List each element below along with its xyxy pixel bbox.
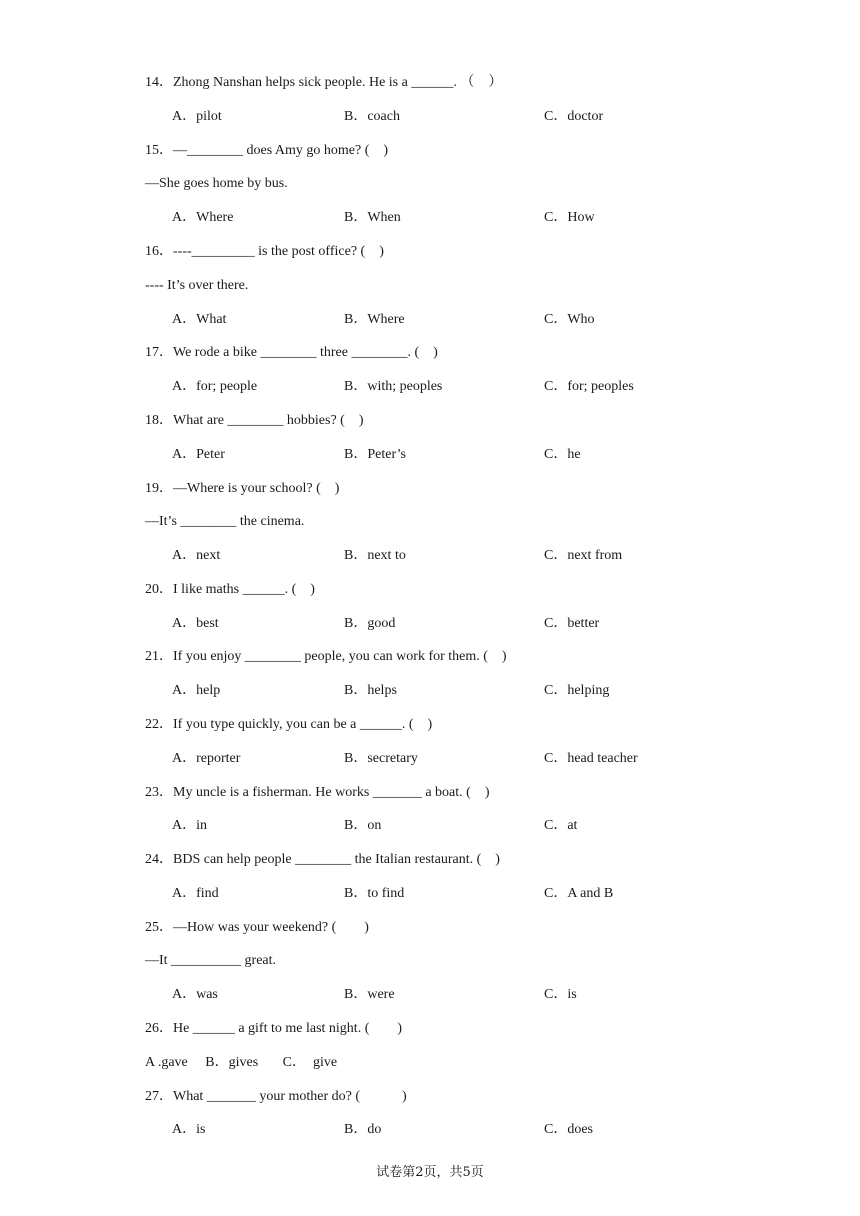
options-23 <box>172 817 812 835</box>
reply-19: —It’s ________ the cinema. <box>145 514 305 529</box>
option-b: B．helps <box>344 683 397 698</box>
question-21: 21．If you enjoy ________ people, you can work for them. ( ) <box>145 649 507 664</box>
option-b: B．on <box>344 818 382 833</box>
option-b: B．with; peoples <box>344 379 443 394</box>
option-c: C．at <box>544 818 578 833</box>
question-23: 23．My uncle is a fisherman. He works _______ a boat. ( ) <box>145 785 490 800</box>
option-b: B．were <box>344 987 395 1002</box>
question-18: 18．What are ________ hobbies? ( ) <box>145 413 364 428</box>
question-14: 14．Zhong Nanshan helps sick people. He is a ______. （ ） <box>145 75 503 90</box>
option-b: B．secretary <box>344 751 418 766</box>
option-b: B．next to <box>344 548 406 563</box>
option-c: C．head teacher <box>544 751 638 766</box>
option-c: C．A and B <box>544 886 614 901</box>
options-16 <box>172 311 812 329</box>
option-a: A．reporter <box>172 751 241 766</box>
option-a: A．best <box>172 616 219 631</box>
option-a: A．What <box>172 312 227 327</box>
option-c: C．How <box>544 210 595 225</box>
question-17: 17．We rode a bike ________ three ________. ( ) <box>145 345 438 360</box>
option-c: C．helping <box>544 683 610 698</box>
option-a: A．for; people <box>172 379 258 394</box>
question-25: 25．—How was your weekend? ( ) <box>145 920 369 935</box>
question-16: 16．----_________ is the post office? ( ) <box>145 244 384 259</box>
option-b: B．do <box>344 1122 382 1137</box>
option-a: A．find <box>172 886 219 901</box>
option-b: B．Where <box>344 312 405 327</box>
option-c: C．he <box>544 447 581 462</box>
question-15: 15．—________ does Amy go home? ( ) <box>145 143 389 158</box>
option-a: A．next <box>172 548 221 563</box>
options-19 <box>172 547 812 565</box>
options-25 <box>172 986 812 1004</box>
option-c: C．for; peoples <box>544 379 634 394</box>
option-c: C．better <box>544 616 600 631</box>
option-c: C．doctor <box>544 109 604 124</box>
options-20 <box>172 615 812 633</box>
option-a: A．pilot <box>172 109 222 124</box>
option-a: A．in <box>172 818 207 833</box>
reply-15: —She goes home by bus. <box>145 176 288 191</box>
question-26: 26．He ______ a gift to me last night. ( ) <box>145 1021 403 1036</box>
question-20: 20．I like maths ______. ( ) <box>145 582 315 597</box>
option-b: B．When <box>344 210 401 225</box>
options-22 <box>172 750 812 768</box>
option-a: A．Where <box>172 210 234 225</box>
option-a: A．help <box>172 683 221 698</box>
reply-16: ---- It’s over there. <box>145 278 249 293</box>
reply-25: —It __________ great. <box>145 953 277 968</box>
question-24: 24．BDS can help people ________ the Italian restaurant. ( ) <box>145 852 500 867</box>
options-15 <box>172 209 812 227</box>
options-26: A .gave B．gives C． give <box>145 1055 338 1070</box>
option-b: B．to find <box>344 886 405 901</box>
option-a: A．is <box>172 1122 206 1137</box>
option-c: C．Who <box>544 312 595 327</box>
option-b: B．good <box>344 616 396 631</box>
option-a: A．was <box>172 987 218 1002</box>
option-c: C．does <box>544 1122 593 1137</box>
options-17 <box>172 378 812 396</box>
question-22: 22．If you type quickly, you can be a ______. ( ) <box>145 717 433 732</box>
options-27 <box>172 1121 812 1139</box>
page-footer: 试卷第2页，共5页 <box>376 1165 484 1180</box>
option-b: B．Peter’s <box>344 447 406 462</box>
option-b: B．coach <box>344 109 400 124</box>
options-14 <box>172 108 812 126</box>
option-c: C．is <box>544 987 577 1002</box>
question-19: 19．—Where is your school? ( ) <box>145 481 340 496</box>
options-18 <box>172 446 812 464</box>
option-a: A．Peter <box>172 447 225 462</box>
options-24 <box>172 885 812 903</box>
option-c: C．next from <box>544 548 623 563</box>
question-27: 27．What _______ your mother do? ( ) <box>145 1089 407 1104</box>
options-21 <box>172 682 812 700</box>
